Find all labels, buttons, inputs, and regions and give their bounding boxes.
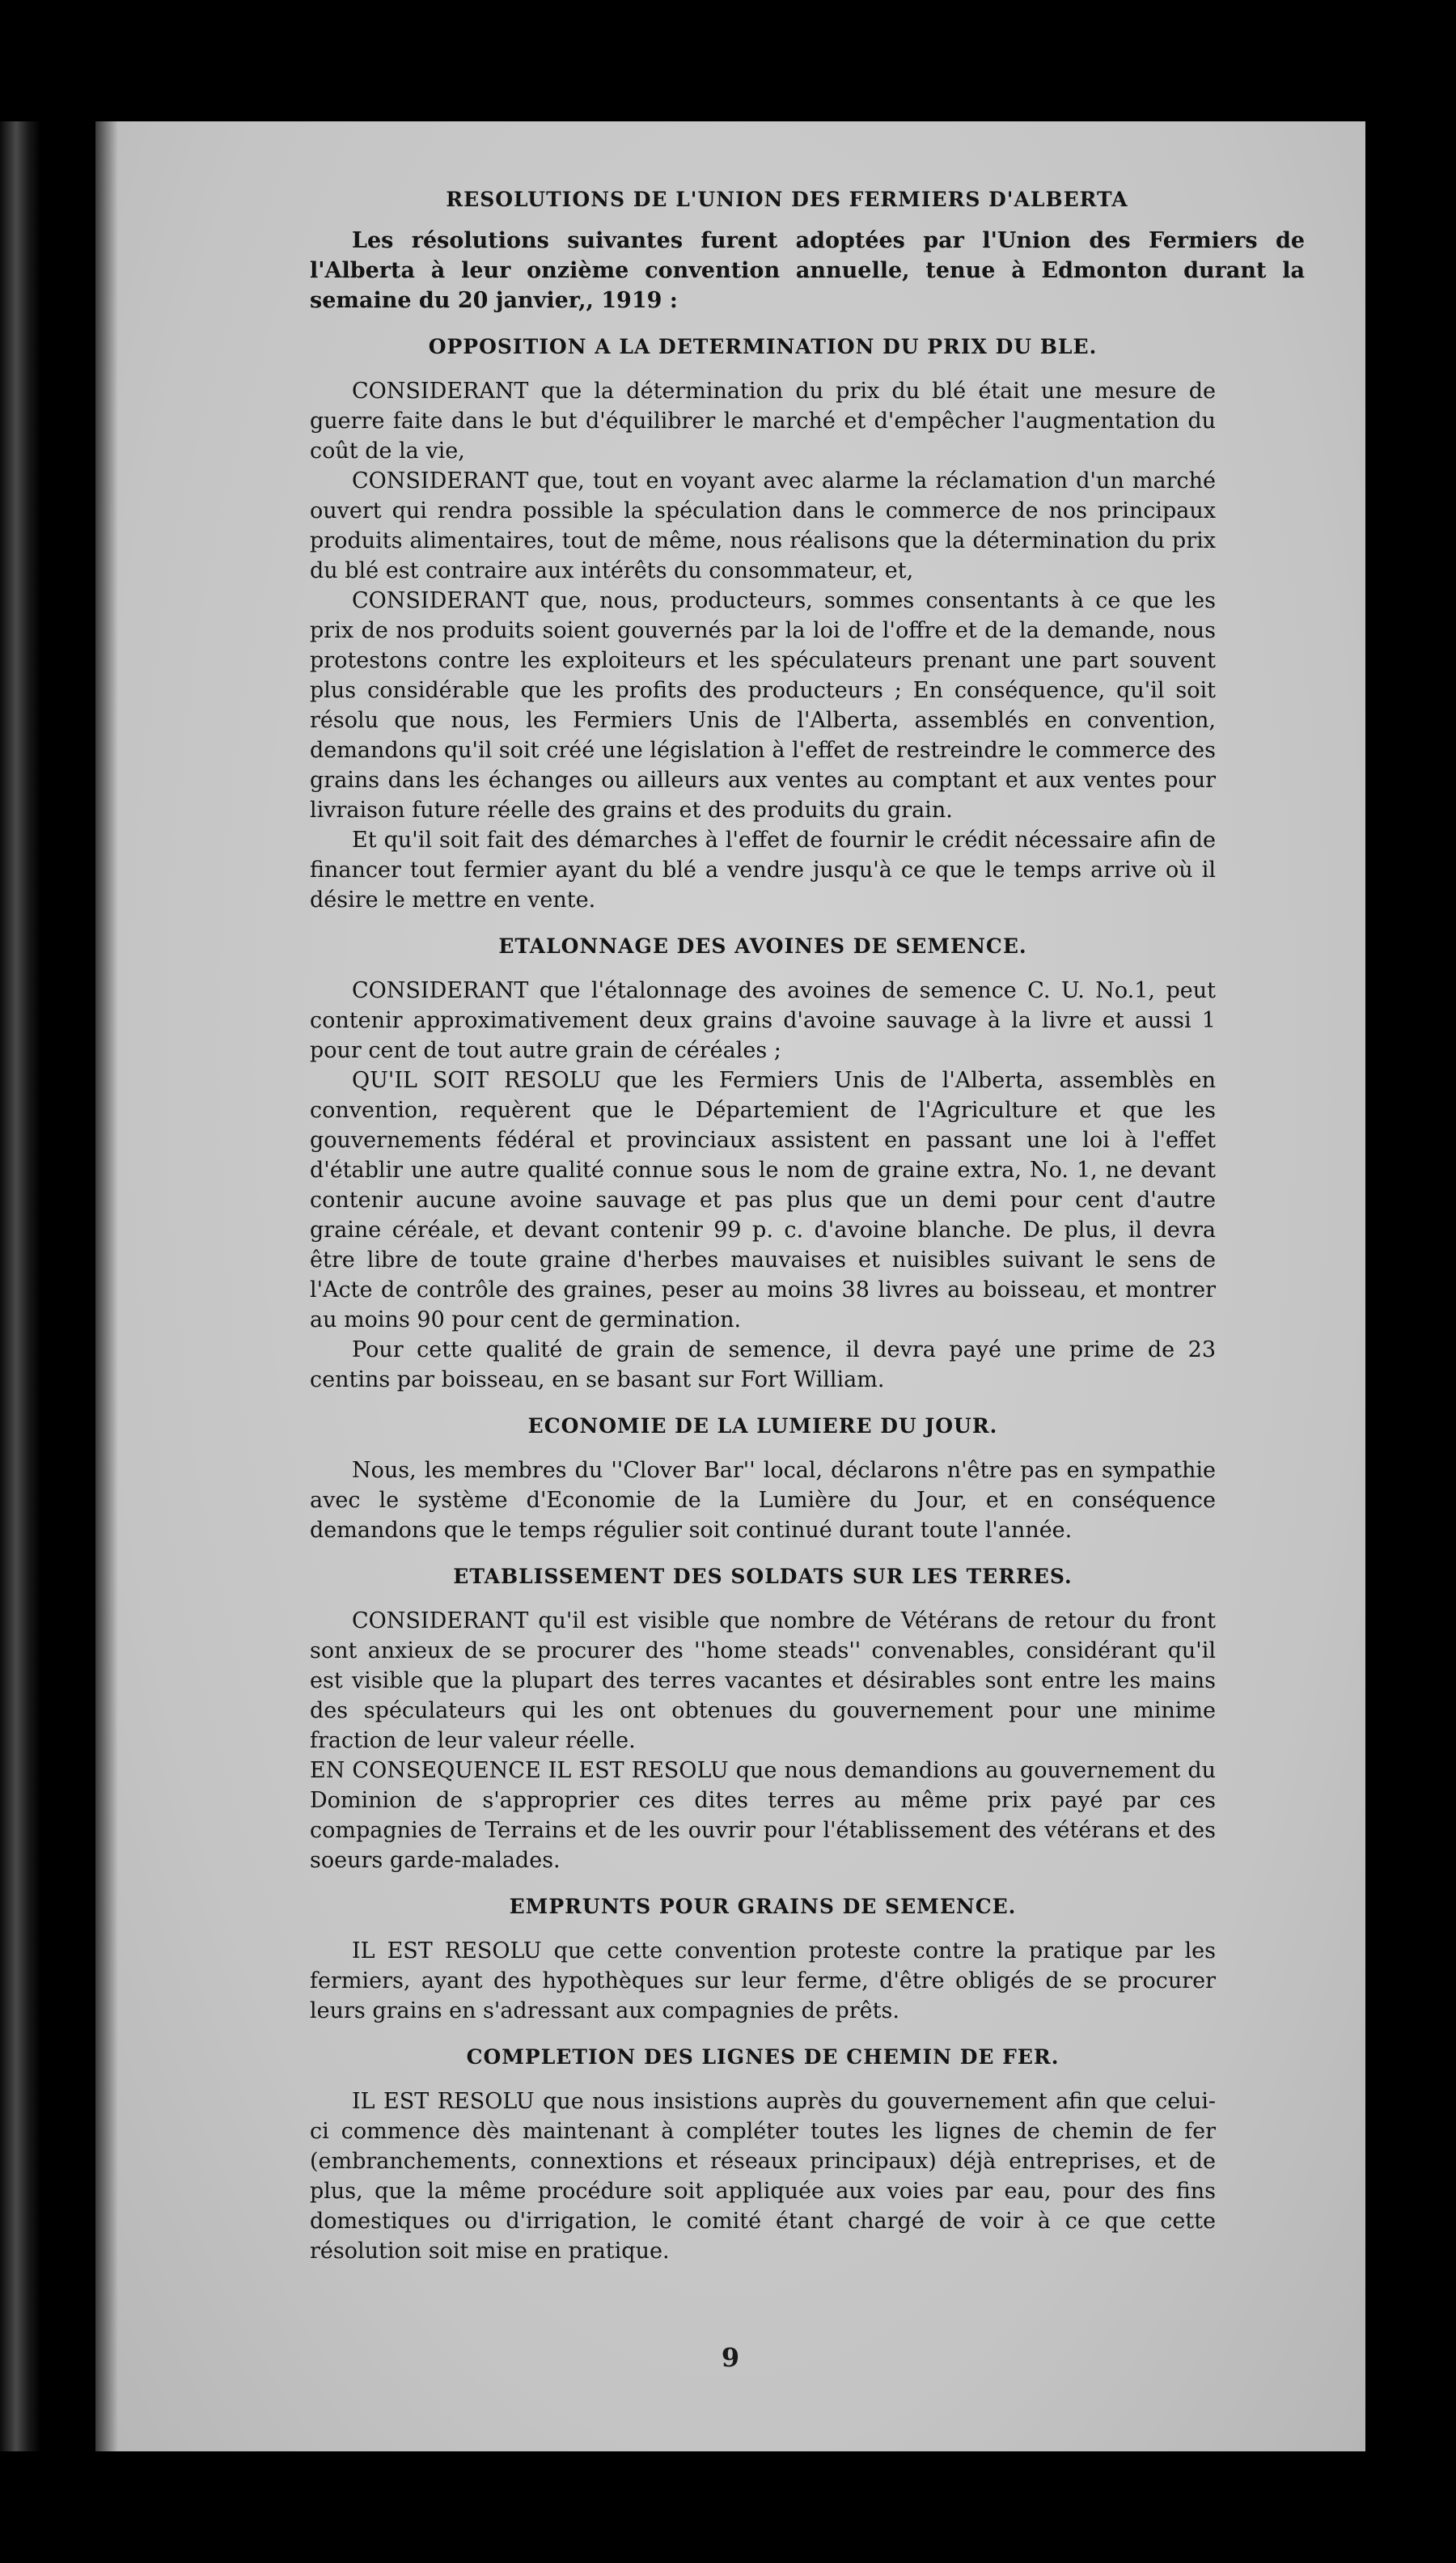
- paragraph: EN CONSEQUENCE IL EST RESOLU que nous demandions au gouvernement du Dominion de s'approprier ces dites terres au même prix payé par ces compagnies de Terrains et de les ouvrir pour l'établissement des vétérans et des soeurs garde-malades.: [310, 1758, 1216, 1873]
- paragraph: CONSIDERANT que la détermination du prix du blé était une mesure de guerre faite dans le but d'équilibrer le marché et d'empêcher l'augmentation du coût de la vie,: [310, 379, 1216, 464]
- section-seed-loans: [310, 1892, 1216, 2026]
- paragraph: CONSIDERANT qu'il est visible que nombre de Vétérans de retour du front sont anxieux de se procurer des ''home steads'' convenables, considérant qu'il est visible que la plupart des terres vacantes et désirables sont entre les mains des spéculateurs qui les ont obtenues du gouvernement pour une minime fraction de leur valeur réelle.: [310, 1608, 1216, 1753]
- paragraph: Et qu'il soit fait des démarches à l'effet de fournir le crédit nécessaire afin de financer tout fermier ayant du blé a vendre jusqu'à ce que le temps arrive où il désire le mettre en vente.: [310, 828, 1216, 913]
- section-heading: ETALONNAGE DES AVOINES DE SEMENCE.: [498, 934, 1027, 958]
- page-number: 9: [721, 2342, 740, 2373]
- paragraph: Nous, les membres du ''Clover Bar'' local, déclarons n'être pas en sympathie avec le système d'Economie de la Lumière du Jour, et en conséquence demandons que le temps régulier soit continué durant toute l'année.: [310, 1458, 1216, 1543]
- intro-paragraph: Les résolutions suivantes furent adoptées par l'Union des Fermiers de l'Alberta à leur onzième convention annuelle, tenue à Edmonton durant la semaine du 20 janvier,, 1919 :: [310, 228, 1305, 313]
- scan-border: [0, 121, 40, 2451]
- paragraph: IL EST RESOLU que cette convention proteste contre la pratique par les fermiers, ayant des hypothèques sur leur ferme, d'être obligés de se procurer leurs grains en s'adressant aux compagnies de prêts.: [310, 1938, 1216, 2023]
- section-heading: ETABLISSEMENT DES SOLDATS SUR LES TERRES.: [453, 1565, 1073, 1588]
- section-soldier-settlement: [310, 1561, 1216, 1875]
- section-heading: OPPOSITION A LA DETERMINATION DU PRIX DU BLE.: [428, 335, 1098, 358]
- document-title: RESOLUTIONS DE L'UNION DES FERMIERS D'ALBERTA: [446, 188, 1128, 211]
- section-oat-grading: [310, 931, 1216, 1395]
- paragraph: IL EST RESOLU que nous insistions auprès du gouvernement afin que celui-ci commence dès maintenant à compléter toutes les lignes de chemin de fer (embranchements, connextions et réseaux principaux) déjà entreprises, et de plus, que la même procédure soit appliquée aux voies par eau, pour des fins domestiques ou d'irrigation, le comité étant chargé de voir à ce que cette résolution soit mise en pratique.: [310, 2089, 1216, 2264]
- section-heading: EMPRUNTS POUR GRAINS DE SEMENCE.: [509, 1895, 1017, 1918]
- section-daylight-saving: [310, 1411, 1216, 1545]
- page-shadow: [95, 121, 118, 2451]
- section-heading: ECONOMIE DE LA LUMIERE DU JOUR.: [527, 1414, 998, 1438]
- text-column: [310, 184, 1305, 2266]
- section-heading: COMPLETION DES LIGNES DE CHEMIN DE FER.: [466, 2045, 1060, 2069]
- paragraph: Pour cette qualité de grain de semence, il devra payé une prime de 23 centins par boisseau, en se basant sur Fort William.: [310, 1337, 1216, 1392]
- document-page: [95, 121, 1365, 2451]
- section-wheat-price: [310, 332, 1216, 915]
- paragraph: QU'IL SOIT RESOLU que les Fermiers Unis de l'Alberta, assemblès en convention, requèrent que le Départemient de l'Agriculture et que les gouvernements fédéral et provinciaux assistent en passant une loi à l'effet d'établir une autre qualité connue sous le nom de graine extra, No. 1, ne devant contenir aucune avoine sauvage et pas plus que un demi pour cent d'autre graine céréale, et devant contenir 99 p. c. d'avoine blanche. De plus, il devra être libre de toute graine d'herbes mauvaises et nuisibles suivant le sens de l'Acte de contrôle des graines, peser au moins 38 livres au boisseau, et montrer au moins 90 pour cent de germination.: [310, 1068, 1216, 1332]
- paragraph: CONSIDERANT que, tout en voyant avec alarme la réclamation d'un marché ouvert qui rendra possible la spéculation dans le commerce de nos principaux produits alimentaires, tout de même, nous réalisons que la détermination du prix du blé est contraire aux intérêts du consommateur, et,: [310, 468, 1216, 583]
- paragraph: CONSIDERANT que l'étalonnage des avoines de semence C. U. No.1, peut contenir approximativement deux grains d'avoine sauvage à la livre et aussi 1 pour cent de tout autre grain de céréales ;: [310, 978, 1216, 1063]
- paragraph: CONSIDERANT que, nous, producteurs, sommes consentants à ce que les prix de nos produits soient gouvernés par la loi de l'offre et de la demande, nous protestons contre les exploiteurs et les spéculateurs prenant une part souvent plus considérable que les profits des producteurs ; En conséquence, qu'il soit résolu que nous, les Fermiers Unis de l'Alberta, assemblés en convention, demandons qu'il soit créé une législation à l'effet de restreindre le commerce des grains dans les échanges ou ailleurs aux ventes au comptant et aux ventes pour livraison future réelle des grains et des produits du grain.: [310, 588, 1216, 823]
- section-railway-completion: [310, 2042, 1216, 2266]
